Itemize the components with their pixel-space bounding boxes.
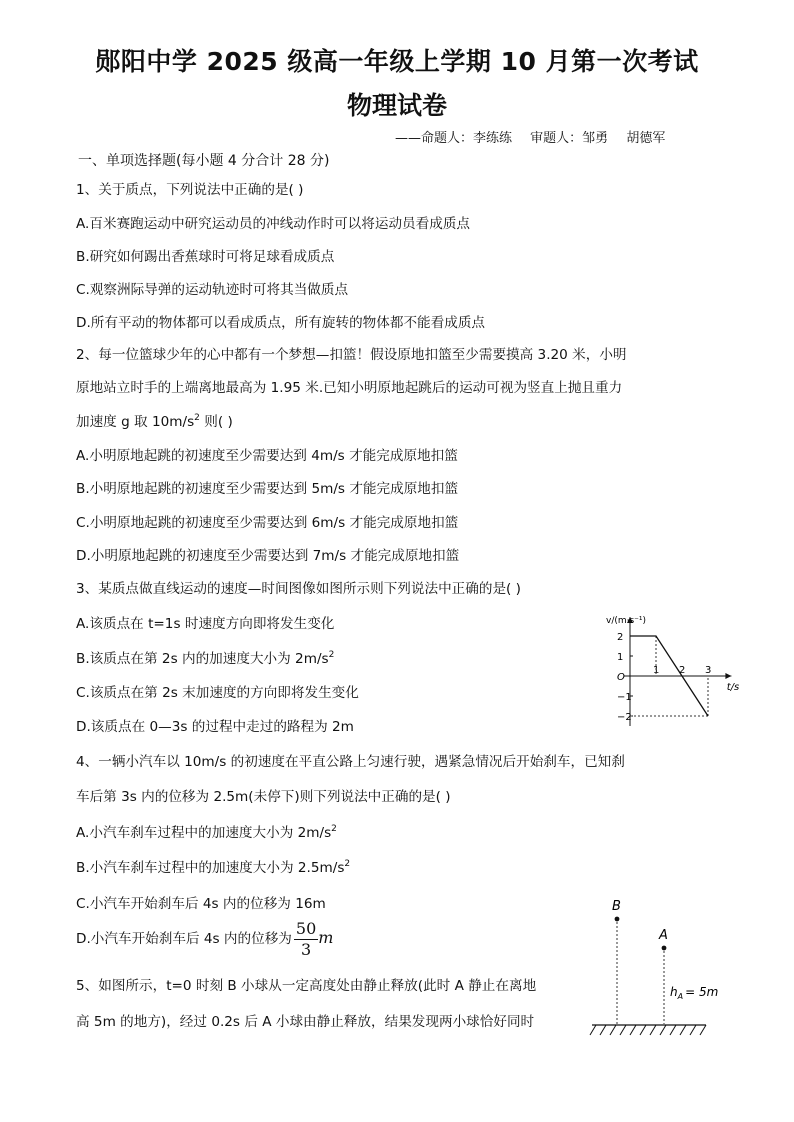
q2-option-a: A.小明原地起跳的初速度至少需要达到 4m/s 才能完成原地扣篮	[76, 448, 458, 464]
v-axis-label: v/(m·s⁻¹)	[606, 616, 647, 626]
x-tick-label: 1	[653, 665, 660, 676]
y-tick-label: 2	[617, 632, 624, 643]
q3-option-c: C.该质点在第 2s 末加速度的方向即将发生变化	[76, 685, 359, 701]
ball-a	[662, 946, 667, 951]
q2-option-b: B.小明原地起跳的初速度至少需要达到 5m/s 才能完成原地扣篮	[76, 481, 459, 497]
q2-line-2: 原地站立时手的上端离地最高为 1.95 米.已知小明原地起跳后的运动可视为竖直上抛且重力	[76, 380, 623, 396]
q1-option-a: A.百米赛跑运动中研究运动员的冲线动作时可以将运动员看成质点	[76, 216, 471, 232]
section-title: 一、单项选择题(每小题 4 分合计 28 分)	[78, 153, 330, 169]
q3-stem: 3、某质点做直线运动的速度—时间图像如图所示则下列说法中正确的是( )	[76, 581, 521, 597]
q5-line-1: 5、如图所示，t=0 时刻 B 小球从一定高度处由静止释放(此时 A 静止在离地	[76, 978, 537, 994]
label-a: A	[659, 928, 668, 943]
q3-option-a: A.该质点在 t=1s 时速度方向即将发生变化	[76, 616, 335, 632]
authors-line	[395, 127, 679, 146]
ground-hatch	[590, 1025, 706, 1035]
q1-stem: 1、关于质点，下列说法中正确的是( )	[76, 182, 304, 198]
q4-line-2: 车后第 3s 内的位移为 2.5m(未停下)则下列说法中正确的是( )	[76, 789, 451, 805]
height-label: $h_A = 5m$	[670, 985, 719, 1001]
q2-line-3: 加速度 g 取 $10m/s^2$ 则( )	[76, 413, 233, 430]
ball-b	[615, 917, 620, 922]
q5-line-2: 高 5m 的地方)，经过 0.2s 后 A 小球由静止释放，结果发现两小球恰好同时	[76, 1014, 535, 1030]
q2-option-d: D.小明原地起跳的初速度至少需要达到 7m/s 才能完成原地扣篮	[76, 548, 460, 564]
q3-vt-chart	[580, 604, 740, 724]
x-tick-label: 3	[705, 665, 712, 676]
x-tick-label: 2	[679, 665, 686, 676]
q2-option-c: C.小明原地起跳的初速度至少需要达到 6m/s 才能完成原地扣篮	[76, 515, 459, 531]
t-axis-arrow	[725, 673, 731, 679]
exam-subtitle: 物理试卷	[346, 91, 447, 120]
proposer: ——命题人：李练练	[395, 131, 513, 146]
y-tick-label: 1	[617, 652, 624, 663]
y-tick-label: −1	[617, 692, 632, 703]
q4-option-d: D.小汽车开始刹车后 4s 内的位移为 $\frac{50}{3}$ m	[76, 918, 334, 959]
exam-title: 郧阳中学 2025 级高一年级上学期 10 月第一次考试	[95, 47, 699, 76]
q5-figure	[588, 893, 738, 1043]
reviewer-2: 胡德军	[626, 131, 666, 146]
q1-option-b: B.研究如何踢出香蕉球时可将足球看成质点	[76, 249, 335, 265]
q3-option-b: B.该质点在第 2s 内的加速度大小为 $2m/s^2$	[76, 650, 335, 667]
reviewer: 审题人：邹勇	[530, 131, 609, 146]
q4-option-c: C.小汽车开始刹车后 4s 内的位移为 16m	[76, 896, 326, 912]
q4-option-b: B.小汽车刹车过程中的加速度大小为 $2.5m/s^2$	[76, 859, 351, 876]
y-tick-label: −2	[617, 712, 632, 723]
q4-line-1: 4、一辆小汽车以 10m/s 的初速度在平直公路上匀速行驶，遇紧急情况后开始刹车，已知刹	[76, 754, 625, 770]
label-b: B	[612, 899, 621, 914]
fraction: $\frac{50}{3}$	[295, 918, 317, 959]
q2-line-1: 2、每一位篮球少年的心中都有一个梦想—扣篮！假设原地扣篮至少需要摸高 3.20 米，小明	[76, 347, 627, 363]
origin-label: O	[617, 672, 625, 683]
q1-option-c: C.观察洲际导弹的运动轨迹时可将其当做质点	[76, 282, 349, 298]
t-axis-label: t/s	[726, 682, 740, 693]
q1-option-d: D.所有平动的物体都可以看成质点，所有旋转的物体都不能看成质点	[76, 315, 486, 331]
q4-option-a: A.小汽车刹车过程中的加速度大小为 $2m/s^2$	[76, 824, 337, 841]
q3-option-d: D.该质点在 0—3s 的过程中走过的路程为 2m	[76, 719, 354, 735]
